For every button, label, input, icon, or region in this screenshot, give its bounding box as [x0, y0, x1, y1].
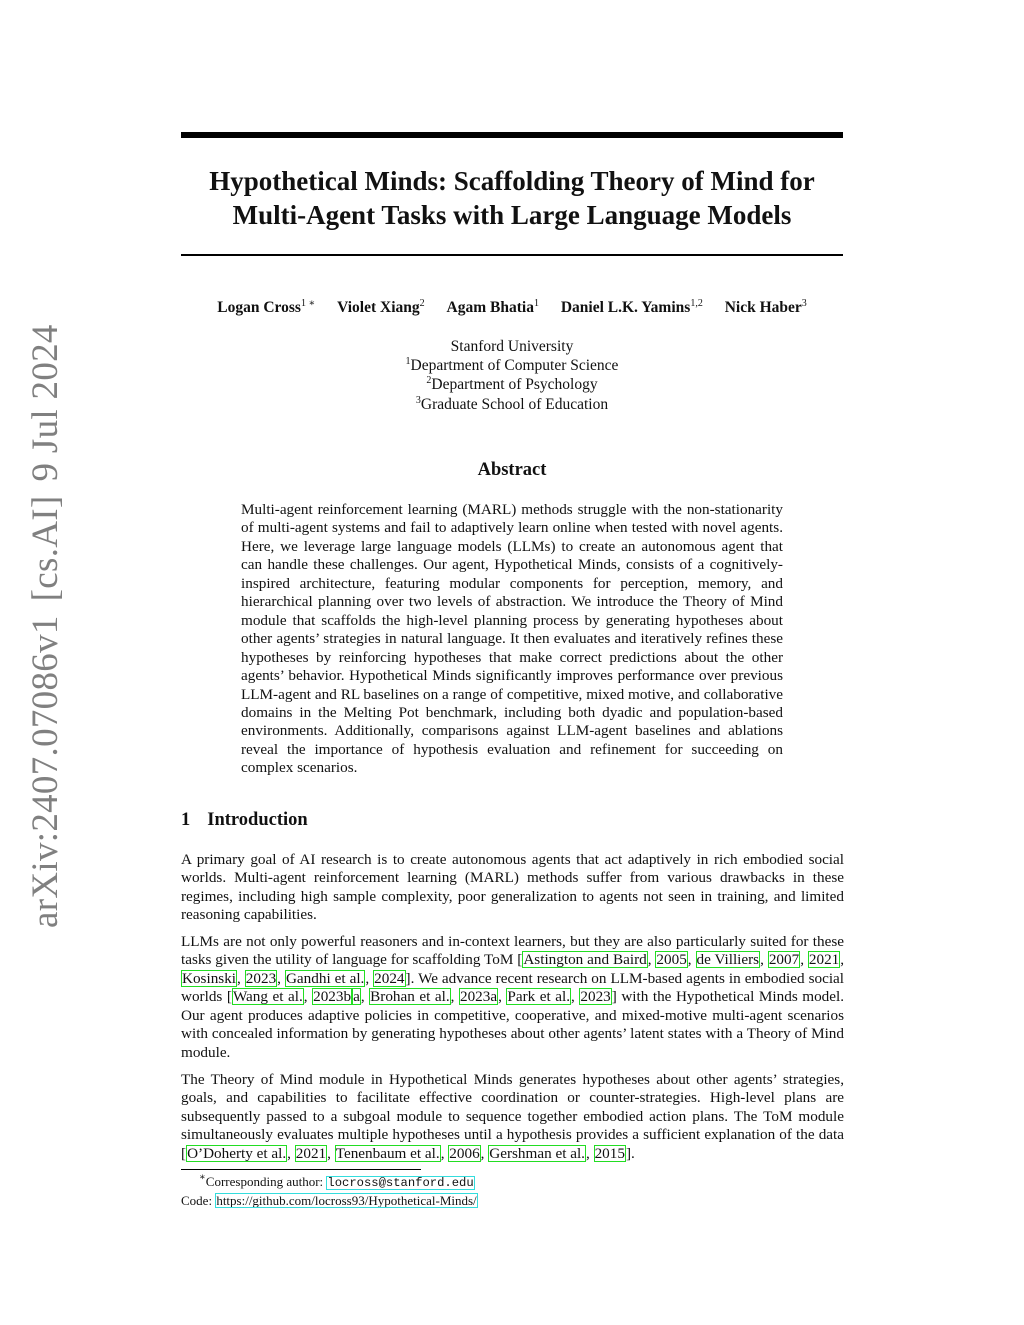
footnote-rule [181, 1169, 421, 1170]
title-top-rule [181, 132, 843, 138]
paragraph-2: LLMs are not only powerful reasoners and in-context learners, but they are also particularly suited for these tasks given the utility of language for scaffolding ToM [Astington and Baird, 2005, de Villiers, 2007, 2021, Kosinski, 2023, Gandhi et al., 2024]. We advance recent research on LLM-based agents in embodied social worlds [Wang et al., 2023b a, Brohan et al., 2023a, Park et al., 2023] with the Hypothetical Minds model. Our agent produces adaptive policies in competitive, cooperative, and mixed-motive multi-agent scenarios with concealed information by generating hypotheses about other agents’ latent states with a Theory of Mind module. [181, 933, 845, 1061]
citation-link[interactable]: 2023a [459, 988, 498, 1006]
citation-link[interactable]: 2006 [449, 1144, 480, 1162]
affiliation-dept-1: $^1$Department of Computer Science [405, 356, 619, 375]
abstract-heading: Abstract [477, 460, 547, 480]
citation-link[interactable]: Brohan et al. [370, 988, 450, 1006]
author: Nick Haber$^3$ [724, 298, 807, 316]
citation-link[interactable]: Park et al. [507, 988, 571, 1006]
author: Violet Xiang$^2$ [337, 298, 425, 316]
code-url-link[interactable]: https://github.com/locross93/Hypothetical-Minds/ [216, 1193, 477, 1208]
citation-link[interactable]: O’Doherty et al. [187, 1144, 287, 1162]
citation-link[interactable]: 2007 [768, 951, 800, 969]
title-line-2: Multi-Agent Tasks with Large Language Models [232, 200, 792, 230]
author: Logan Cross$^{1 ∗}$ [217, 298, 316, 316]
affiliations [181, 337, 843, 414]
section-number: 1 [181, 810, 191, 830]
citation-link[interactable]: 2015 [594, 1144, 625, 1162]
section-heading [181, 810, 308, 831]
paragraph-3: The Theory of Mind module in Hypothetical Minds generates hypotheses about other agents’ strategies, goals, and capabilities to facilitate effective coordination or counter-strategies. High-level plans are subsequently passed to a subgoal module to sequence together embodied action plans. The ToM module simultaneously evaluates multiple hypotheses until a hypothesis provides a sufficient explanation of the data [O’Doherty et al., 2021, Tenenbaum et al., 2006, Gershman et al., 2015]. [181, 1071, 844, 1162]
footnote-code: Code: https://github.com/locross93/Hypothetical-Minds/ [181, 1193, 477, 1208]
author: Agam Bhatia$^1$ [446, 298, 539, 316]
citation-link[interactable]: Astington and Baird [523, 951, 647, 969]
citation-link[interactable]: Tenenbaum et al. [335, 1144, 440, 1162]
author-list [181, 299, 843, 317]
affiliation-dept-2: $^2$Department of Psychology [426, 375, 598, 394]
paragraph-1: A primary goal of AI research is to create autonomous agents that act adaptively in rich embodied social worlds. Multi-agent reinforcement learning (MARL) methods suffer from various drawbacks in these regimes, including high sample complexity, poor generalization to agents not seen in training, and limited reasoning capabilities. [181, 851, 844, 924]
citation-link[interactable]: a [353, 988, 360, 1006]
citation-link[interactable]: Kosinski [182, 969, 237, 987]
citation-link[interactable]: 2023b [313, 988, 352, 1006]
citation-link[interactable]: 2024 [374, 969, 405, 987]
arxiv-id: arXiv:2407.07086v1 [25, 615, 66, 928]
email-link[interactable]: locross@stanford.edu [327, 1176, 474, 1190]
citation-link[interactable]: 2023 [245, 969, 277, 987]
abstract-body: Multi-agent reinforcement learning (MARL) methods struggle with the non-stationarity of multi-agent systems and fail to adaptively learn online when tested with novel agents. Here, we leverage large language models (LLMs) to create an autonomous agent that can handle these challenges. Our agent, Hypothetical Minds, consists of a cognitively-inspired architecture, featuring modular components for perception, memory, and hierarchical planning over two levels of abstraction. We introduce the Theory of Mind module that scaffolds the high-level planning process by generating hypotheses about other agents’ strategies in natural language. It then evaluates and iteratively refines these hypotheses by reinforcing hypotheses that make correct predictions about the other agents’ behavior. Hypothetical Minds significantly improves performance over previous LLM-agent and RL baselines on a range of competitive, mixed motive, and collaborative domains in the Melting Pot benchmark, including both dyadic and population-based environments. Additionally, comparisons against LLM-agent baselines and ablations reveal the importance of hypothesis evaluation and refinement for succeeding on complex scenarios. [241, 501, 783, 777]
citation-link[interactable]: 2023 [580, 988, 611, 1006]
author: Daniel L.K. Yamins$^{1,2}$ [560, 298, 703, 316]
citation-link[interactable]: de Villiers [696, 951, 760, 969]
affiliation-dept-3: $^3$Graduate School of Education [415, 394, 609, 413]
paper-title [181, 164, 843, 232]
title-line-1: Hypothetical Minds: Scaffolding Theory of Mind for [209, 166, 815, 196]
affiliation-university: Stanford University [450, 338, 574, 355]
citation-link[interactable]: 2021 [295, 1144, 327, 1162]
arxiv-stamp [24, 324, 68, 928]
footnote-corresponding: ∗Corresponding author: locross@stanford.edu [199, 1172, 474, 1190]
citation-link[interactable]: 2021 [808, 951, 840, 969]
arxiv-date: 9 Jul 2024 [25, 324, 66, 482]
citation-link[interactable]: Gandhi et al. [285, 969, 365, 987]
title-bottom-rule [181, 254, 843, 256]
footnote [181, 1173, 844, 1209]
citation-link[interactable]: Gershman et al. [489, 1144, 585, 1162]
citation-link[interactable]: Wang et al. [232, 988, 303, 1006]
arxiv-category: [cs.AI] [25, 495, 66, 602]
citation-link[interactable]: 2005 [656, 951, 687, 969]
section-title: Introduction [207, 810, 308, 830]
